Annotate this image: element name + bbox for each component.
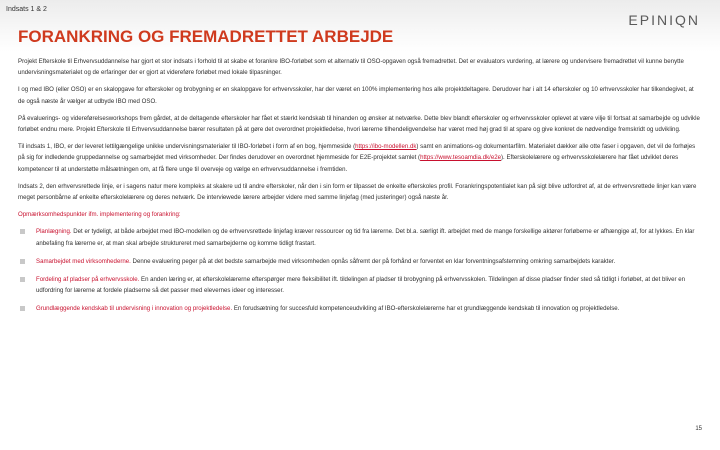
focus-point-list <box>18 226 700 314</box>
bullet-heading: Samarbejdet med virksomhederne. <box>36 257 131 265</box>
square-bullet-icon <box>20 229 25 234</box>
bullet-text: En forudsætning for succesfuld kompetenceudvikling af IBO-efterskolelærerne har et grundlæggende kendskab til innovation og projektledelse. <box>232 305 620 313</box>
paragraph-4-text-c: ). Efterskolelærere og erhvervsskolelærere har fået udviklet deres kompetencer til at understøtte målsætningen om, at få flere unge til overveje og vælge en erhvervsuddannelse i fremtiden. <box>18 154 679 173</box>
square-bullet-icon <box>20 306 25 311</box>
list-item <box>18 226 700 248</box>
square-bullet-icon <box>20 259 25 264</box>
bullet-heading: Grundlæggende kendskab til undervisning i innovation og projektledelse. <box>36 305 233 313</box>
paragraph-4-text-b: ) samt en animations-og dokumentarfilm. Materialet dækker alle otte faser i opgaven, det vil de forhøjes på sig for indledende gruppedannelse og samarbejdet med virksomheder. Der findes derudover en overordnet hjemmeside for E2E-projektet samlet ( <box>18 143 696 162</box>
list-item <box>18 256 700 267</box>
page-number: 15 <box>695 426 702 432</box>
main-content <box>18 56 700 322</box>
paragraph-5: Indsats 2, den erhvervsrettede linje, er i sagens natur mere kompleks at skalere ud til andre efterskoler, når den i sin form er tilpasset de enkelte efterskoles profil. Forankringspotentialet kan på sigt blive udfordret af, at de erhvervsrettede linjer kan være meget personbårne af enkelte efterskolelærere og deres netværk. De interviewede lærere arbejder videre med samme linjefag (med justeringer) også næste år. <box>18 182 697 202</box>
list-item <box>18 274 700 296</box>
page-title: FORANKRING OG FREMADRETTET ARBEJDE <box>18 27 394 46</box>
paragraph-1: Projekt Efterskole til Erhvervsuddannelse har gjort et stor indsats i forhold til at skabe et forankre IBO-forløbet som et alternativ til OSO-opgaven også fremadrettet. Det er evaluators vurdering, at lærere og undervisere fremadrettet vil kunne benytte undervisningsmaterialet og de erfaringer der er gjort at videreføre forløbet med lokale tilpasninger. <box>18 58 684 77</box>
bullet-heading: Fordeling af pladser på erhvervsskole. <box>36 276 140 284</box>
square-bullet-icon <box>20 277 25 282</box>
bullet-text: En anden læring er, at efterskolelærerne efterspørger mere fleksibilitet ift. tildelingen af pladser til brobygning på erhvervsskolen. Tildelingen af disse pladser finder sted så tidligt i forløbet, at det bliver en udfordring for lærerne at fordele pladserne så det passer med elevernes ideer og interesser. <box>36 276 685 295</box>
ibo-modellen-link[interactable]: https://ibo-modellen.dk <box>355 143 417 151</box>
focus-heading: Opmærksomhedspunkter ifm. implementering og forankring: <box>18 211 181 219</box>
paragraph-4 <box>18 141 700 175</box>
section-label: Indsats 1 & 2 <box>6 6 47 13</box>
e2e-project-link[interactable]: https://www.tesoamdia.dk/e2e <box>420 154 502 162</box>
paragraph-3: På evaluerings- og videreførelsesworkshops frem gårdet, at de deltagende efterskoler har fået et stærkt kendskab til hinanden og ønsker at netværke. Dette blev blandt efterskoler og erhvervsskoler oplevet at være vilje til fortsat at samarbejde og udvikle forløbet endnu mere. Projekt Efterskole til Erhvervsuddannelse bærer resultaten på at gøre det overordnet projektledelse, hvori lærerne tilhendeligvendelse har været med høj grad til at spare og give konkret de nødvendige fremskridt og udvikling. <box>18 114 700 134</box>
bullet-heading: Planlægning. <box>36 228 72 236</box>
bullet-text: Det er tydeligt, at både arbejdet med IBO-modellen og de erhvervsrettede linjefag kræver ressourcer og tid fra lærerne. Det bl.a. særligt ift. arbejdet med de mange forskellige aktører forløberne er afhængige af, for at lykkes. En klar anbefaling fra lærerne er, at man skal arbejde struktureret med samarbejderne og komme tidligt frastart. <box>36 228 695 247</box>
paragraph-4-text-a: Til indsats 1, IBO, er der leveret lettilgængelige unikke undervisningsmaterialer til IBO-forløbet i form af en bog, hjemmeside ( <box>18 143 356 151</box>
bullet-text: Denne evaluering peger på at det bedste samarbejde med virksomheden opnås såfremt der på forhånd er forventet en klar forventningsafstemning omkring samarbejdets karakter. <box>130 257 616 265</box>
paragraph-2: I og med IBO (eller OSO) er en skalopgave for efterskoler og brobygning er en skalopgave for erhvervsskoler, har der været en 100% implementering hos alle projektdeltagere. Derudover har i alt 14 efterskoler og 10 erhvervsskoler har tilkendegivet, at de også næste år vælger at udbyde IBO med OSO. <box>18 86 694 105</box>
company-logo: EPINIQN <box>628 12 700 28</box>
list-item <box>18 303 700 314</box>
